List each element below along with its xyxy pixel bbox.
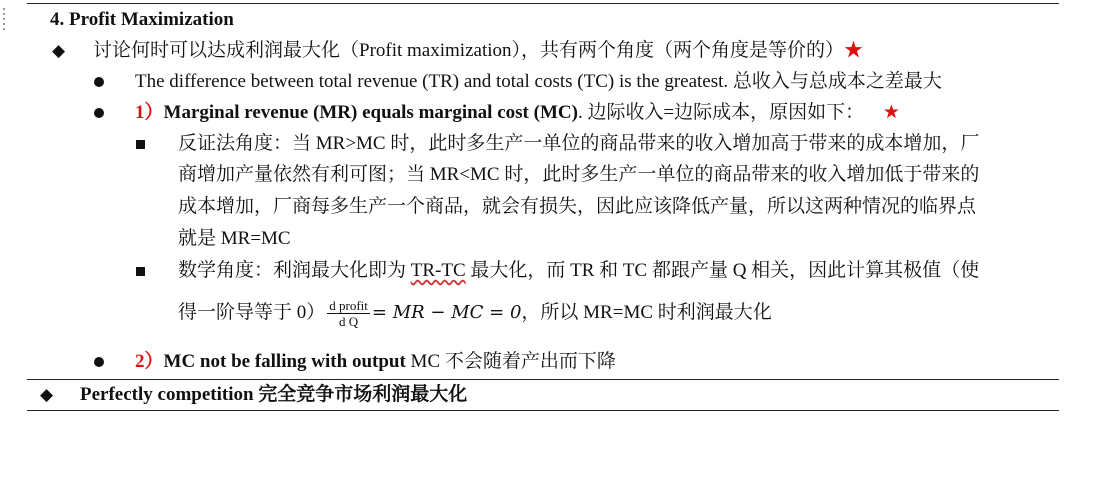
para-math-post: 最大化，而 TR 和 TC 都跟产量 Q 相关，因此计算其极值（使 bbox=[465, 260, 980, 281]
item-perfect-competition: Perfectly competition 完全竞争市场利润最大化 bbox=[80, 384, 468, 405]
equation: = MR − MC = 0 bbox=[371, 302, 522, 323]
para-contradiction-line-2: 商增加产量依然有利可图；当 MR<MC 时，此时多生产一单位的商品带来的收入增加低于带来的 bbox=[178, 164, 980, 185]
fraction-denominator: d Q bbox=[339, 314, 359, 330]
item-number: 1） bbox=[135, 102, 164, 123]
item-profit-max-text: 讨论何时可以达成利润最大化（Profit maximization），共有两个角度（两个角度是等价的） bbox=[93, 40, 845, 61]
star-icon: ★ bbox=[882, 102, 900, 123]
para-math-line2-post: ，所以 MR=MC 时利润最大化 bbox=[521, 302, 772, 323]
disc-bullet-icon bbox=[94, 70, 104, 94]
square-bullet-icon bbox=[136, 132, 145, 156]
diamond-bullet-icon: ◆ bbox=[52, 41, 66, 60]
disc-bullet-icon bbox=[94, 101, 104, 125]
tr-tc-term: TR-TC bbox=[410, 260, 466, 281]
star-icon: ★ bbox=[844, 40, 864, 61]
fraction-numerator: d profit bbox=[329, 298, 368, 314]
item-mr-mc-bold: Marginal revenue (MR) equals marginal cost (MC) bbox=[163, 102, 578, 123]
section-heading: 4. Profit Maximization bbox=[50, 9, 234, 30]
diamond-bullet-icon: ◆ bbox=[40, 385, 54, 404]
top-rule bbox=[27, 3, 1059, 4]
para-math-line-1 bbox=[178, 259, 979, 283]
item-mr-mc bbox=[135, 101, 900, 125]
item-mc-bold: MC not be falling with output bbox=[163, 351, 406, 372]
item-mr-mc-rest: . 边际收入=边际成本，原因如下： bbox=[577, 102, 865, 123]
para-contradiction-line-3: 成本增加，厂商每多生产一个商品，就会有损失，因此应该降低产量，所以这两种情况的临界点 bbox=[178, 196, 977, 217]
para-math-line-2 bbox=[178, 295, 772, 331]
square-bullet-icon bbox=[136, 259, 145, 283]
para-math-line2-pre: 得一阶导等于 0） bbox=[178, 302, 326, 323]
item-tr-tc: The difference between total revenue (TR) and total costs (TC) is the greatest. 总收入与总成本之差最大 bbox=[135, 71, 942, 92]
item-mc-rest: MC 不会随着产出而下降 bbox=[405, 351, 616, 372]
para-math-pre: 数学角度：利润最大化即为 bbox=[178, 260, 411, 281]
para-contradiction-line-4: 就是 MR=MC bbox=[178, 228, 291, 249]
para-contradiction-line-1: 反证法角度：当 MR>MC 时，此时多生产一单位的商品带来的收入增加高于带来的成本增加，厂 bbox=[178, 133, 980, 154]
derivative-fraction bbox=[327, 298, 370, 329]
item-number: 2） bbox=[135, 351, 164, 372]
item-mc-not-falling bbox=[135, 350, 616, 374]
disc-bullet-icon bbox=[94, 350, 104, 374]
drag-handle-icon[interactable] bbox=[3, 8, 6, 33]
item-profit-max bbox=[93, 39, 863, 63]
